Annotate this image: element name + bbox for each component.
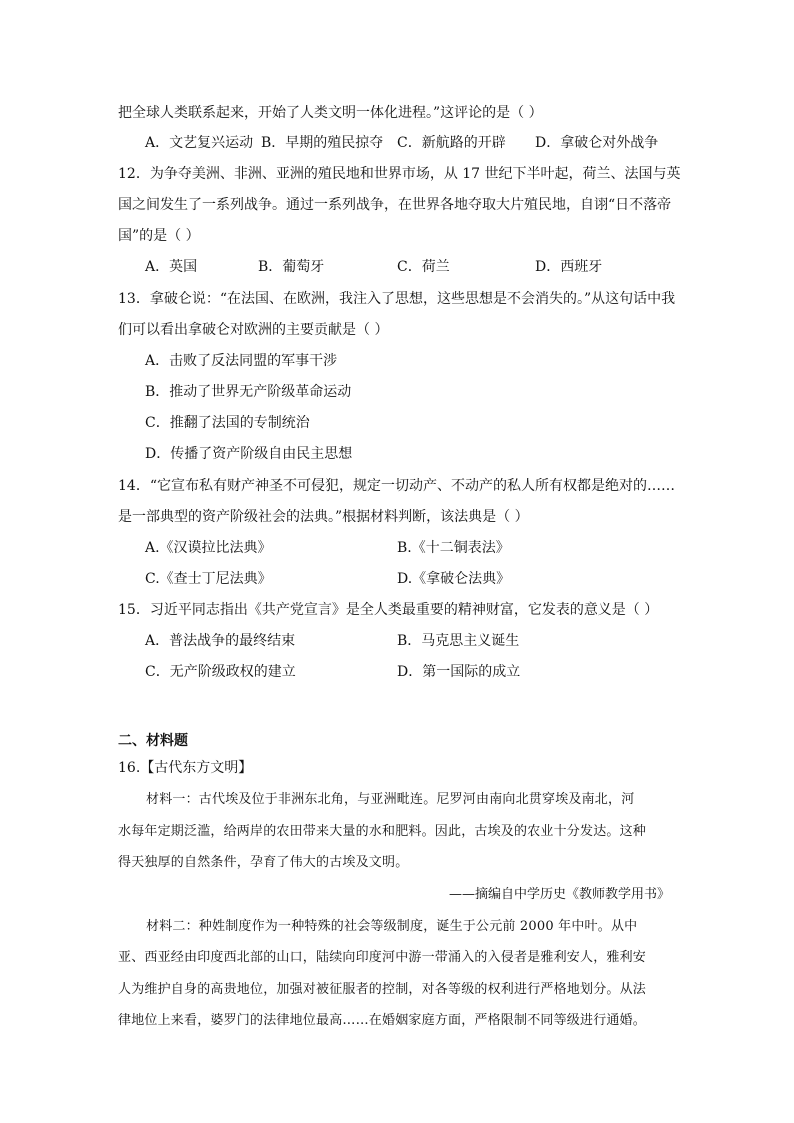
q12-option-c: C．荷兰 bbox=[397, 259, 450, 275]
q14-option-c: C.《查士丁尼法典》 bbox=[145, 571, 272, 587]
q16-title: 16.【古代东方文明】 bbox=[118, 760, 253, 776]
q12-option-b: B．葡萄牙 bbox=[258, 259, 325, 275]
section-heading: 二、材料题 bbox=[118, 733, 188, 749]
q14-option-a: A.《汉谟拉比法典》 bbox=[145, 540, 272, 556]
q12-stem-line-2: 国之间发生了一系列战争。通过一系列战争，在世界各地夺取大片殖民地，自诩“日不落帝 bbox=[118, 197, 672, 213]
q15-option-a: A．普法战争的最终结束 bbox=[145, 633, 296, 649]
q14-stem-line-2: 是一部典型的资产阶级社会的法典。”根据材料判断，该法典是（ ） bbox=[118, 509, 529, 525]
q15-option-b: B．马克思主义诞生 bbox=[397, 633, 520, 649]
q12-stem-line-1: 12．为争夺美洲、非洲、亚洲的殖民地和世界市场，从 17 世纪下半叶起，荷兰、法国与英 bbox=[118, 166, 681, 182]
q13-stem-line-2: 们可以看出拿破仑对欧洲的主要贡献是（ ） bbox=[118, 322, 389, 338]
q11-option-a: A．文艺复兴运动 bbox=[145, 135, 254, 151]
material1-line-3: 得天独厚的自然条件，孕育了伟大的古埃及文明。 bbox=[118, 855, 409, 870]
q14-option-d: D.《拿破仑法典》 bbox=[397, 571, 511, 587]
q13-option-b: B．推动了世界无产阶级革命运动 bbox=[145, 384, 352, 400]
material2-line-1: 材料二：种姓制度作为一种特殊的社会等级制度，诞生于公元前 2000 年中叶。从中 bbox=[146, 919, 638, 934]
q12-stem-line-3: 国”的是（ ） bbox=[118, 228, 200, 244]
material2-line-2: 亚、西亚经由印度西北部的山口，陆续向印度河中游一带涌入的入侵者是雅利安人，雅利安 bbox=[118, 950, 647, 965]
q14-option-b: B.《十二铜表法》 bbox=[397, 540, 510, 556]
q13-option-c: C．推翻了法国的专制统治 bbox=[145, 415, 310, 431]
q15-stem: 15．习近平同志指出《共产党宣言》是全人类最重要的精神财富，它发表的意义是（ ） bbox=[118, 602, 659, 618]
q15-option-c: C．无产阶级政权的建立 bbox=[145, 664, 296, 680]
material2-line-3: 人为维护自身的高贵地位，加强对被征服者的控制，对各等级的权利进行严格地划分。从法 bbox=[118, 982, 647, 997]
material1-source: ——摘编自中学历史《教师教学用书》 bbox=[448, 887, 670, 902]
q11-option-d: D．拿破仑对外战争 bbox=[535, 135, 659, 151]
q12-option-a: A．英国 bbox=[145, 259, 198, 275]
q13-stem-line-1: 13．拿破仑说：“在法国、在欧洲，我注入了思想，这些思想是不会消失的。”从这句话中我 bbox=[118, 291, 676, 307]
q14-stem-line-1: 14．“它宣布私有财产神圣不可侵犯，规定一切动产、不动产的私人所有权都是绝对的…… bbox=[118, 478, 675, 494]
q13-option-a: A．击败了反法同盟的军事干涉 bbox=[145, 353, 338, 369]
q11-option-c: C．新航路的开辟 bbox=[397, 135, 506, 151]
q12-option-d: D．西班牙 bbox=[535, 259, 603, 275]
material1-line-1: 材料一：古代埃及位于非洲东北角，与亚洲毗连。尼罗河由南向北贯穿埃及南北，河 bbox=[146, 792, 635, 807]
material2-line-4: 律地位上来看，婆罗门的法律地位最高……在婚姻家庭方面，严格限制不同等级进行通婚。 bbox=[118, 1013, 647, 1028]
q13-option-d: D．传播了资产阶级自由民主思想 bbox=[145, 446, 353, 462]
q11-option-b: B．早期的殖民掠夺 bbox=[261, 135, 384, 151]
q15-option-d: D．第一国际的成立 bbox=[397, 664, 521, 680]
q11-continuation: 把全球人类联系起来，开始了人类文明一体化进程。”这评论的是（ ） bbox=[118, 105, 543, 121]
material1-line-2: 水每年定期泛滥，给两岸的农田带来大量的水和肥料。因此，古埃及的农业十分发达。这种 bbox=[118, 824, 647, 839]
